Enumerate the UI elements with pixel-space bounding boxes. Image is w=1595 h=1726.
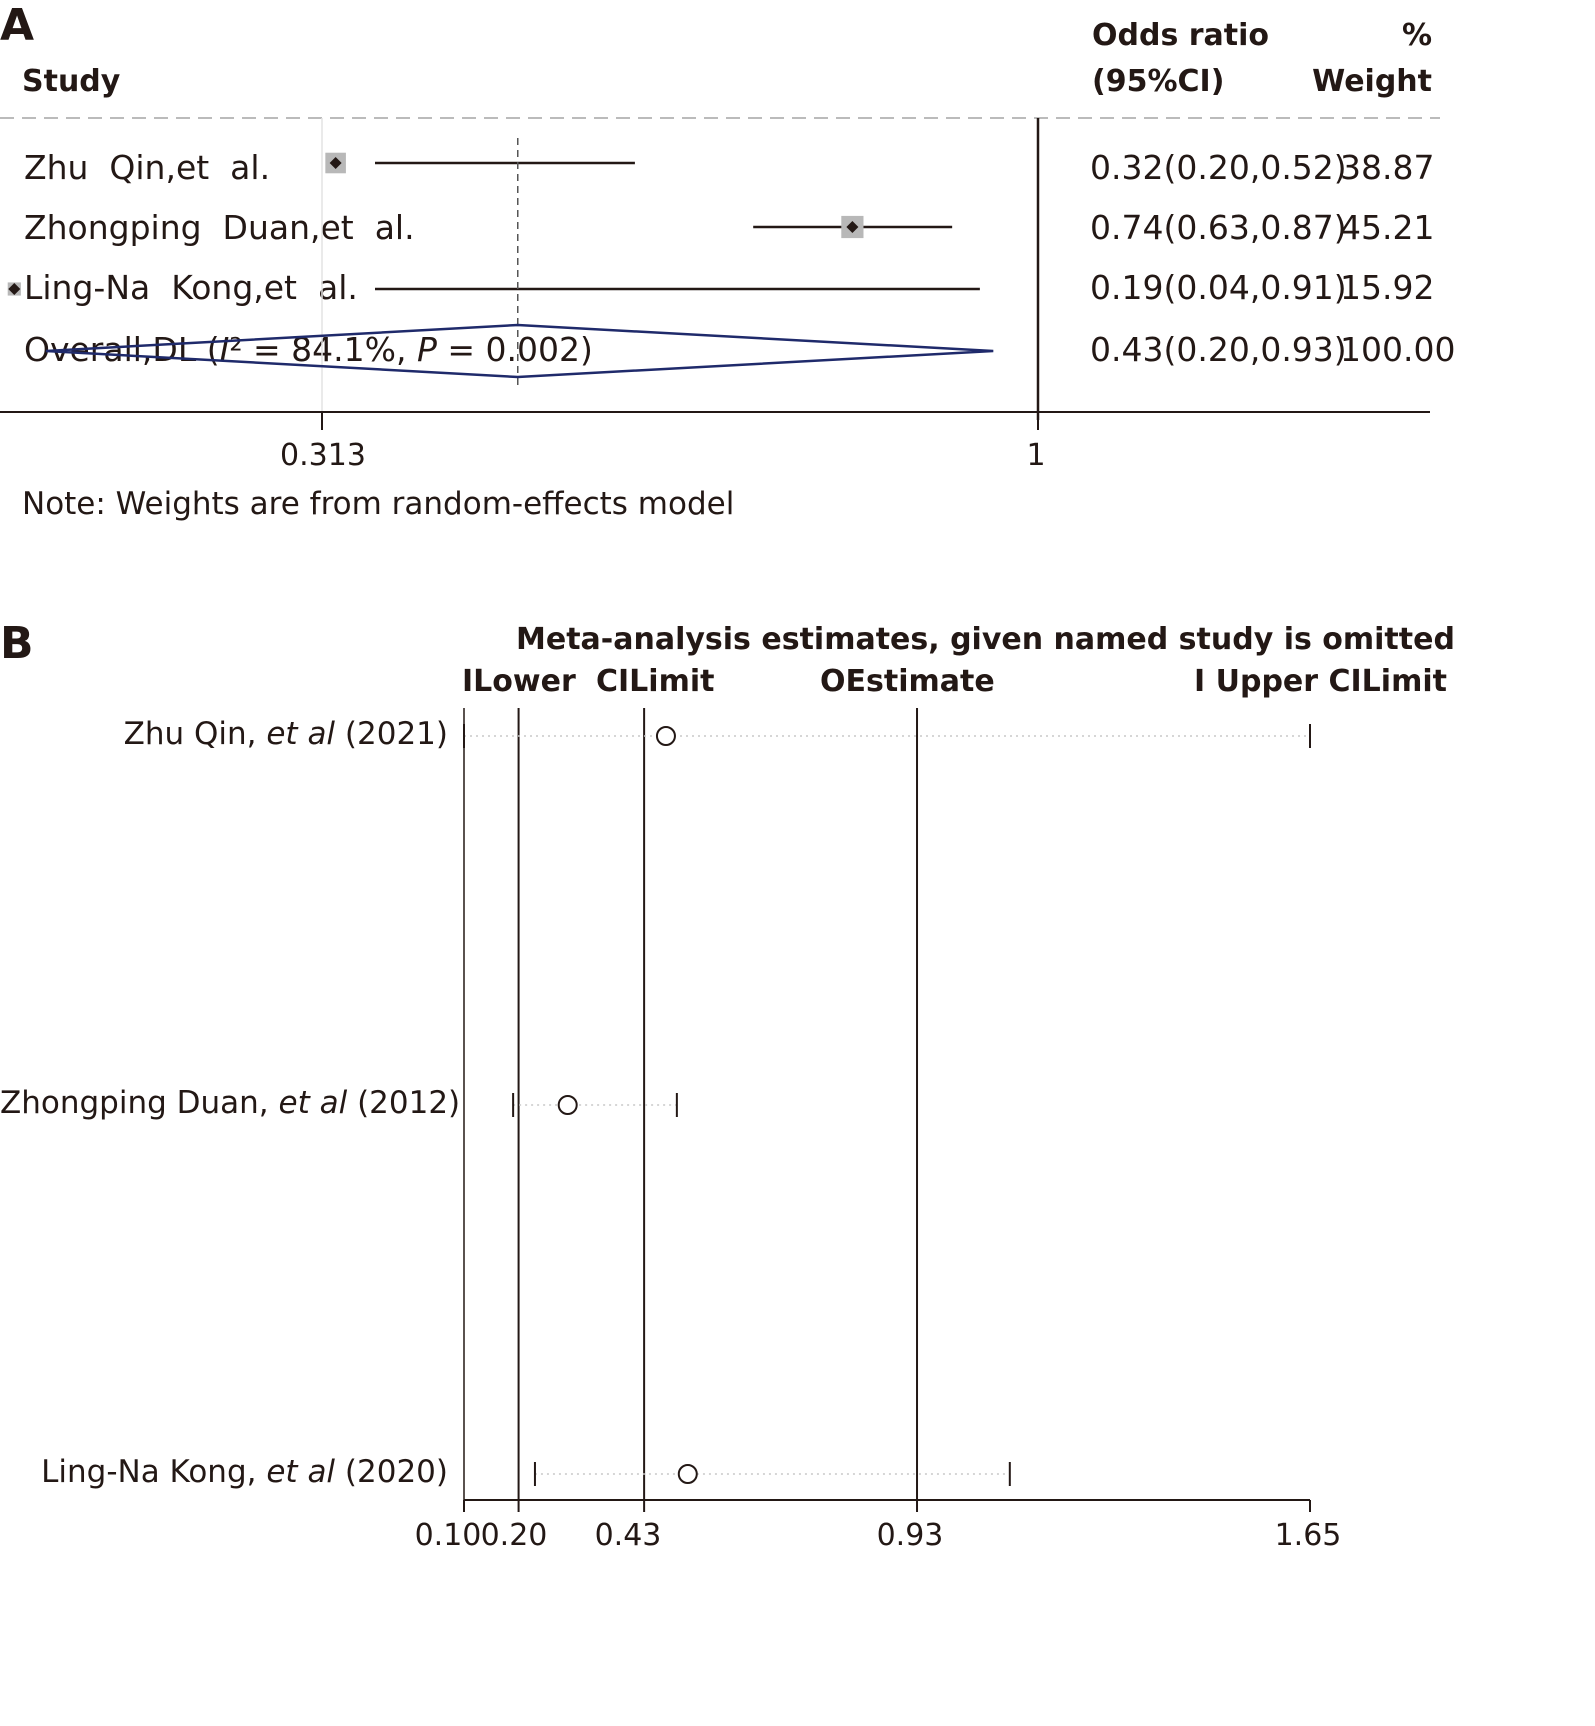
study-year: (2020): [335, 1454, 448, 1490]
panel-a-letter: A: [0, 0, 35, 51]
p-value: = 0.002): [436, 330, 593, 369]
legend-upper-ci: I Upper CILimit: [1194, 664, 1447, 699]
x-tick-label: 0.43: [594, 1518, 662, 1553]
x-tick-label: 1: [1026, 438, 1046, 473]
study-year: (2012): [347, 1085, 461, 1121]
weight-value: 45.21: [1340, 208, 1435, 247]
sensitivity-title: Meta-analysis estimates, given named study is omitted: [516, 622, 1455, 657]
legend-estimate: OEstimate: [820, 664, 995, 699]
or-ci-text: 0.32(0.20,0.52): [1090, 148, 1347, 187]
odds-ratio-header-line1: Odds ratio: [1092, 18, 1270, 53]
et-al: et al: [266, 1454, 336, 1490]
x-tick-label: 0.10: [414, 1518, 482, 1553]
study-year: (2021): [335, 716, 448, 752]
study-label: Zhu Qin,et al.: [24, 148, 271, 187]
estimate-marker: [679, 1465, 697, 1483]
study-name: Zhongping Duan,: [0, 1085, 279, 1121]
x-tick-label: 1.65: [1274, 1518, 1342, 1553]
et-al: et al: [278, 1085, 348, 1121]
study-label: Ling-Na Kong,et al.: [24, 268, 358, 307]
or-ci-text: 0.74(0.63,0.87): [1090, 208, 1347, 247]
estimate-marker: [559, 1096, 577, 1114]
x-tick-label: 0.20: [480, 1518, 548, 1553]
study-column-header: Study: [22, 64, 121, 99]
weight-value: 15.92: [1340, 268, 1435, 307]
et-al: et al: [266, 716, 336, 752]
study-name: Zhu Qin,: [123, 716, 267, 752]
x-tick-label: 0.93: [876, 1518, 944, 1553]
i2-symbol: I: [219, 330, 230, 369]
odds-ratio-header-line2: (95%CI): [1092, 64, 1225, 99]
or-ci-text: 0.19(0.04,0.91): [1090, 268, 1347, 307]
i2-value: ² = 84.1%,: [229, 330, 417, 369]
overall-weight-value: 100.00: [1340, 330, 1456, 369]
p-symbol: P: [417, 330, 437, 369]
weight-header-line1: %: [1401, 18, 1432, 53]
weight-value: 38.87: [1340, 148, 1435, 187]
overall-or-ci-text: 0.43(0.20,0.93): [1090, 330, 1347, 369]
study-name: Ling-Na Kong,: [41, 1454, 267, 1490]
estimate-marker: [657, 727, 675, 745]
panel-b-letter: B: [0, 618, 34, 669]
x-tick-label: 0.313: [280, 438, 366, 473]
study-label: Zhongping Duan,et al.: [24, 208, 415, 247]
weights-note: Note: Weights are from random-effects model: [22, 486, 735, 522]
legend-ci-limit: CILimit: [596, 664, 715, 699]
overall-label-prefix: Overall,DL (: [24, 330, 220, 369]
legend-lower-ci: ILower: [462, 664, 576, 699]
weight-header-line2: Weight: [1312, 64, 1432, 99]
